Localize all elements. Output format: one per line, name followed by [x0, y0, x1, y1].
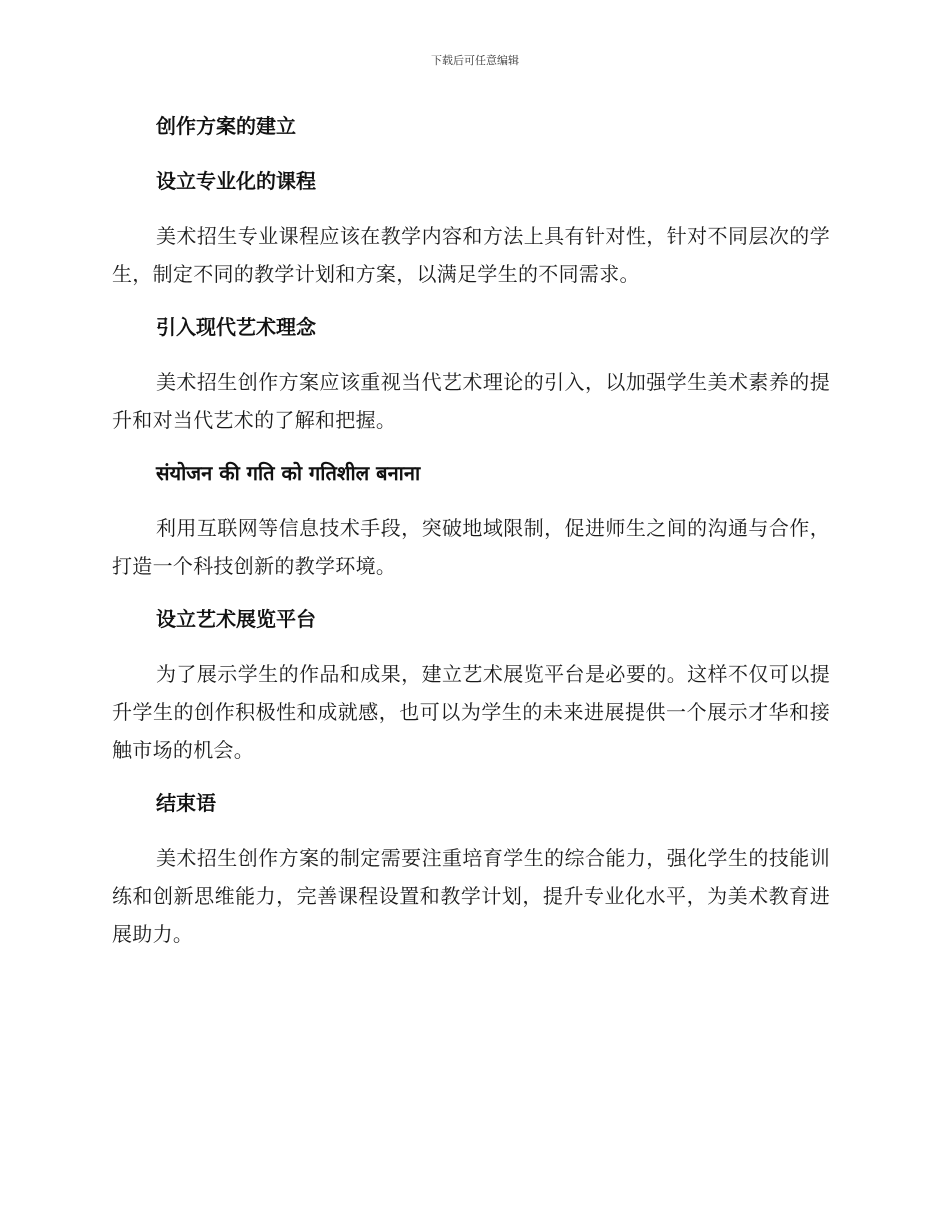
- section-body-conclusion: 美术招生创作方案的制定需要注重培育学生的综合能力，强化学生的技能训练和创新思维能力，完善课程设置和教学计划，提升专业化水平，为美术教育进展助力。: [112, 846, 830, 946]
- section-heading-courses: 设立专业化的课程: [156, 169, 316, 193]
- section-body-technology: 利用互联网等信息技术手段，突破地域限制，促进师生之间的沟通与合作，打造一个科技创新的教学环境。: [112, 516, 830, 578]
- section-heading-exhibition: 设立艺术展览平台: [156, 607, 316, 631]
- section-body-courses: 美术招生专业课程应该在教学内容和方法上具有针对性，针对不同层次的学生，制定不同的教学计划和方案，以满足学生的不同需求。: [112, 224, 830, 286]
- section-body-modern-art: 美术招生创作方案应该重视当代艺术理论的引入，以加强学生美术素养的提升和对当代艺术的了解和把握。: [112, 370, 830, 432]
- page-header: 下载后可任意编辑: [431, 54, 519, 67]
- document-title: 创作方案的建立: [156, 114, 296, 138]
- section-heading-conclusion: 结束语: [156, 791, 216, 815]
- document-body: [112, 108, 830, 953]
- section-heading-modern-art: 引入现代艺术理念: [156, 315, 316, 339]
- section-body-exhibition: 为了展示学生的作品和成果，建立艺术展览平台是必要的。这样不仅可以提升学生的创作积极性和成就感，也可以为学生的未来进展提供一个展示才华和接触市场的机会。: [112, 662, 830, 762]
- section-heading-hindi: संयोजन की गति को गतिशील बनाना: [156, 461, 421, 485]
